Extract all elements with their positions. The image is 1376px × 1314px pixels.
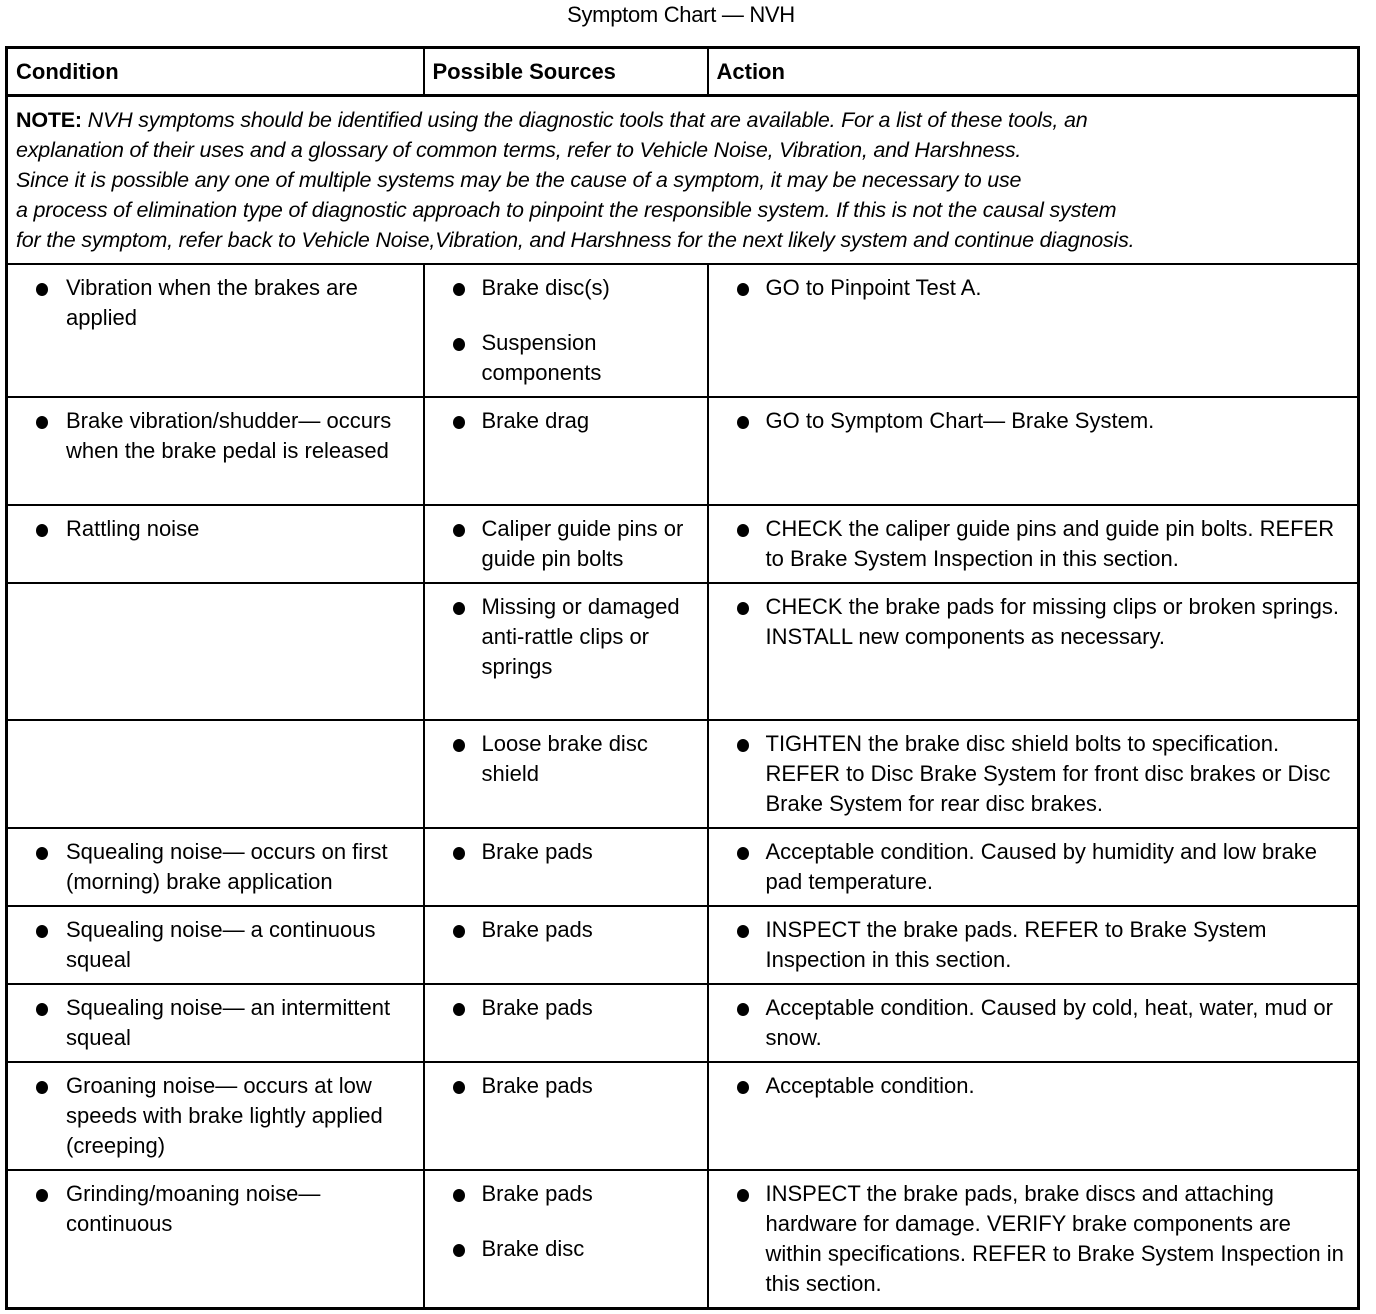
condition-list (8, 514, 417, 544)
table-row (7, 984, 1359, 1062)
condition-text: Squealing noise— occurs on first (morning) brake application (66, 839, 388, 894)
condition-text: Brake vibration/shudder— occurs when the brake pedal is released (66, 408, 392, 463)
condition-text: Grinding/moaning noise— continuous (66, 1181, 321, 1236)
action-item (709, 406, 1352, 436)
source-item (425, 592, 701, 682)
bullet-icon (453, 1081, 465, 1094)
condition-list (8, 915, 417, 975)
action-item (709, 1071, 1352, 1101)
action-text: Acceptable condition. (765, 1073, 975, 1098)
action-text: INSPECT the brake pads. REFER to Brake System Inspection in this section. (765, 917, 1267, 972)
source-list (425, 729, 701, 789)
source-list (425, 1179, 701, 1264)
bullet-icon (453, 524, 465, 537)
bullet-icon (453, 847, 465, 860)
condition-cell (7, 397, 424, 505)
condition-item (8, 1179, 417, 1239)
action-list (709, 837, 1352, 897)
condition-cell (7, 583, 424, 720)
action-item (709, 514, 1352, 574)
action-cell (708, 984, 1359, 1062)
table-row (7, 505, 1359, 583)
action-cell (708, 583, 1359, 720)
action-cell (708, 720, 1359, 828)
condition-item (8, 837, 417, 897)
bullet-icon (737, 1189, 749, 1202)
condition-item (8, 915, 417, 975)
source-text: Brake pads (481, 917, 593, 942)
source-item (425, 993, 701, 1023)
bullet-icon (453, 416, 465, 429)
condition-item (8, 993, 417, 1053)
action-list (709, 1179, 1352, 1299)
table-row (7, 1062, 1359, 1170)
bullet-icon (36, 847, 48, 860)
source-list (425, 592, 701, 682)
action-item (709, 592, 1352, 652)
source-list (425, 1071, 701, 1101)
bullet-icon (453, 338, 465, 351)
source-item (425, 1234, 701, 1264)
action-item (709, 1179, 1352, 1299)
note-label: NOTE: (16, 108, 82, 132)
condition-cell (7, 505, 424, 583)
bullet-icon (36, 283, 48, 296)
table-row (7, 583, 1359, 720)
symptom-chart-table (5, 46, 1360, 1310)
table-row (7, 906, 1359, 984)
source-text: Suspension components (481, 330, 602, 385)
header-condition: Condition (7, 48, 424, 96)
bullet-icon (737, 1003, 749, 1016)
action-text: Acceptable condition. Caused by cold, heat, water, mud or snow. (765, 995, 1333, 1050)
action-list (709, 729, 1352, 819)
source-list (425, 273, 701, 388)
action-cell (708, 397, 1359, 505)
source-cell (424, 1170, 708, 1309)
action-item (709, 837, 1352, 897)
action-text: CHECK the caliper guide pins and guide pin bolts. REFER to Brake System Inspection in this section. (765, 516, 1335, 571)
condition-cell (7, 264, 424, 397)
source-text: Caliper guide pins or guide pin bolts (481, 516, 684, 571)
chart-title: Symptom Chart — NVH (567, 2, 795, 27)
bullet-icon (737, 602, 749, 615)
source-cell (424, 720, 708, 828)
bullet-icon (453, 1003, 465, 1016)
condition-list (8, 993, 417, 1053)
source-list (425, 837, 701, 867)
action-cell (708, 1170, 1359, 1309)
note-line: for the symptom, refer back to Vehicle Noise,Vibration, and Harshness for the next likely system and continue diagnosis. (16, 228, 1135, 252)
source-text: Missing or damaged anti-rattle clips or springs (481, 594, 680, 679)
source-cell (424, 583, 708, 720)
action-cell (708, 906, 1359, 984)
condition-cell (7, 1062, 424, 1170)
bullet-icon (737, 416, 749, 429)
bullet-icon (36, 1189, 48, 1202)
table-row (7, 720, 1359, 828)
bullet-icon (36, 524, 48, 537)
condition-cell (7, 720, 424, 828)
source-cell (424, 1062, 708, 1170)
source-cell (424, 264, 708, 397)
source-text: Brake pads (481, 995, 593, 1020)
condition-item (8, 273, 417, 333)
source-list (425, 993, 701, 1023)
bullet-icon (36, 416, 48, 429)
source-text: Brake disc(s) (481, 275, 610, 300)
source-text: Brake disc (481, 1236, 585, 1261)
bullet-icon (737, 1081, 749, 1094)
action-text: Acceptable condition. Caused by humidity and low brake pad temperature. (765, 839, 1318, 894)
action-cell (708, 828, 1359, 906)
condition-list (8, 406, 417, 466)
source-text: Brake pads (481, 1181, 593, 1206)
action-item (709, 993, 1352, 1053)
bullet-icon (737, 283, 749, 296)
source-item (425, 729, 701, 789)
condition-cell (7, 1170, 424, 1309)
source-item (425, 273, 701, 303)
bullet-icon (453, 283, 465, 296)
source-list (425, 514, 701, 574)
action-item (709, 273, 1352, 303)
source-list (425, 915, 701, 945)
action-list (709, 993, 1352, 1053)
note-row (7, 96, 1359, 265)
action-item (709, 915, 1352, 975)
action-list (709, 592, 1352, 652)
condition-text: Rattling noise (66, 516, 200, 541)
source-item (425, 837, 701, 867)
symptom-rows (7, 264, 1359, 1309)
source-text: Brake pads (481, 1073, 593, 1098)
condition-text: Squealing noise— a continuous squeal (66, 917, 376, 972)
condition-item (8, 514, 417, 544)
condition-text: Groaning noise— occurs at low speeds with brake lightly applied (creeping) (66, 1073, 383, 1158)
action-list (709, 514, 1352, 574)
source-cell (424, 505, 708, 583)
condition-list (8, 1071, 417, 1161)
condition-cell (7, 906, 424, 984)
action-cell (708, 1062, 1359, 1170)
source-item (425, 328, 701, 388)
action-list (709, 915, 1352, 975)
condition-list (8, 1179, 417, 1239)
action-text: CHECK the brake pads for missing clips or broken springs. INSTALL new components as necessary. (765, 594, 1339, 649)
source-text: Loose brake disc shield (481, 731, 648, 786)
header-possible-sources: Possible Sources (424, 48, 708, 96)
table-row (7, 1170, 1359, 1309)
bullet-icon (737, 739, 749, 752)
bullet-icon (453, 1244, 465, 1257)
table-row (7, 397, 1359, 505)
condition-text: Squealing noise— an intermittent squeal (66, 995, 391, 1050)
bullet-icon (453, 602, 465, 615)
bullet-icon (453, 1189, 465, 1202)
source-list (425, 406, 701, 436)
action-text: GO to Pinpoint Test A. (765, 275, 982, 300)
note-line: NVH symptoms should be identified using the diagnostic tools that are available. For a list of these tools, an (87, 108, 1088, 132)
source-item (425, 514, 701, 574)
condition-text: Vibration when the brakes are applied (66, 275, 358, 330)
action-list (709, 406, 1352, 436)
bullet-icon (453, 739, 465, 752)
source-text: Brake drag (481, 408, 590, 433)
source-text: Brake pads (481, 839, 593, 864)
condition-list (8, 837, 417, 897)
source-item (425, 1071, 701, 1101)
condition-item (8, 406, 417, 466)
condition-list (8, 273, 417, 333)
note-line: explanation of their uses and a glossary of common terms, refer to Vehicle Noise, Vibration, and Harshness. (16, 138, 1022, 162)
note-cell (7, 96, 1359, 265)
table-row (7, 264, 1359, 397)
note-line: a process of elimination type of diagnostic approach to pinpoint the responsible system. If this is not the causal system (16, 198, 1117, 222)
bullet-icon (36, 1003, 48, 1016)
header-action: Action (708, 48, 1359, 96)
action-cell (708, 505, 1359, 583)
source-cell (424, 984, 708, 1062)
source-cell (424, 397, 708, 505)
action-text: GO to Symptom Chart— Brake System. (765, 408, 1155, 433)
condition-cell (7, 984, 424, 1062)
source-item (425, 1179, 701, 1209)
action-text: TIGHTEN the brake disc shield bolts to specification. REFER to Disc Brake System for front disc brakes or Disc Brake System for rear disc brakes. (765, 731, 1331, 816)
action-cell (708, 264, 1359, 397)
action-list (709, 1071, 1352, 1101)
source-item (425, 915, 701, 945)
bullet-icon (737, 524, 749, 537)
bullet-icon (737, 847, 749, 860)
action-text: INSPECT the brake pads, brake discs and attaching hardware for damage. VERIFY brake components are within specifications. REFER to Brake System Inspection in this section. (765, 1181, 1344, 1296)
bullet-icon (453, 925, 465, 938)
note-line: Since it is possible any one of multiple systems may be the cause of a symptom, it may be necessary to use (16, 168, 1022, 192)
table-row (7, 828, 1359, 906)
action-list (709, 273, 1352, 303)
bullet-icon (737, 925, 749, 938)
action-item (709, 729, 1352, 819)
source-item (425, 406, 701, 436)
source-cell (424, 828, 708, 906)
bullet-icon (36, 1081, 48, 1094)
condition-item (8, 1071, 417, 1161)
bullet-icon (36, 925, 48, 938)
header-row (7, 48, 1359, 96)
source-cell (424, 906, 708, 984)
condition-cell (7, 828, 424, 906)
